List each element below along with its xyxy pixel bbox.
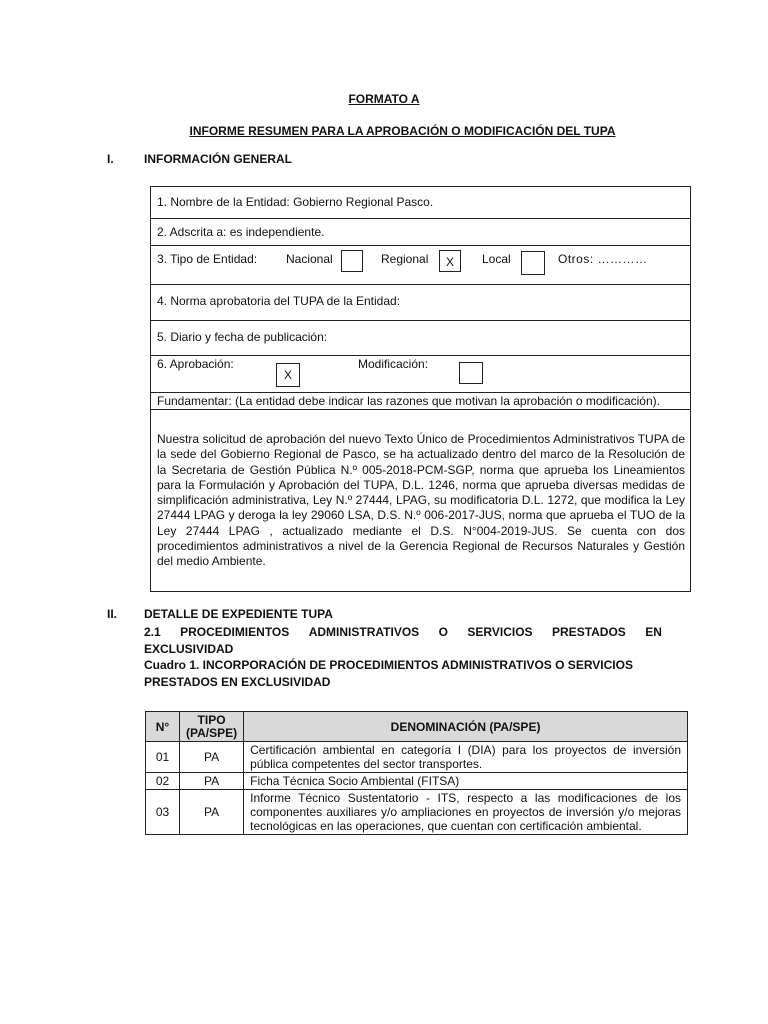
entity-type-label: 3. Tipo de Entidad: (157, 252, 258, 266)
local-checkbox[interactable] (521, 251, 545, 275)
header-num: N° (146, 712, 180, 742)
local-label: Local (482, 252, 511, 266)
subsection-word: ADMINISTRATIVOS (308, 625, 420, 639)
document-subtitle: INFORME RESUMEN PARA LA APROBACIÓN O MODIFICACIÓN DEL TUPA (189, 124, 616, 138)
table-header-row (146, 712, 688, 742)
diario-fecha: 5. Diario y fecha de publicación: (157, 330, 328, 344)
subsection-word: PRESTADOS (552, 625, 626, 639)
subsection-word: PROCEDIMIENTOS (180, 625, 290, 639)
norma-aprobatoria: 4. Norma aprobatoria del TUPA de la Entidad: (157, 294, 401, 308)
adscrita: 2. Adscrita a: es independiente. (157, 225, 325, 239)
subsection-word: 2.1 (144, 625, 161, 639)
fundamentar-instruction: Fundamentar: (La entidad debe indicar las razones que motivan la aprobación o modificación). (157, 394, 660, 408)
table-row (146, 790, 688, 835)
modificacion-label: Modificación: (358, 357, 429, 371)
row-num: 03 (146, 790, 180, 835)
aprobacion-label: 6. Aprobación: (157, 357, 234, 371)
row-num: 02 (146, 773, 180, 790)
cuadro-title-line1: Cuadro 1. INCORPORACIÓN DE PROCEDIMIENTOS ADMINISTRATIVOS O SERVICIOS (144, 658, 633, 672)
format-title: FORMATO A (348, 92, 420, 106)
row-tipo: PA (180, 773, 244, 790)
row-tipo: PA (180, 742, 244, 773)
subsection-word: EN (645, 625, 662, 639)
regional-label: Regional (381, 252, 429, 266)
table-row (146, 742, 688, 773)
otros-label: Otros: ………… (558, 252, 648, 266)
procedures-table (145, 711, 688, 835)
header-tipo: TIPO (PA/SPE) (180, 712, 244, 742)
nacional-label: Nacional (286, 252, 333, 266)
cuadro-title-line2: PRESTADOS EN EXCLUSIVIDAD (144, 675, 331, 689)
entity-name: 1. Nombre de la Entidad: Gobierno Regional Pasco. (157, 195, 434, 209)
row-divider (151, 355, 690, 356)
regional-checkbox[interactable]: X (439, 250, 461, 272)
row-denominacion: Certificación ambiental en categoría I (DIA) para los proyectos de inversión pública competentes del sector transportes. (244, 742, 688, 773)
row-divider (151, 320, 690, 321)
section2-title: DETALLE DE EXPEDIENTE TUPA (144, 607, 333, 621)
general-info-box (150, 186, 691, 592)
aprobacion-checkbox[interactable]: X (276, 363, 300, 387)
section1-title: INFORMACIÓN GENERAL (144, 152, 292, 166)
nacional-checkbox[interactable] (341, 250, 363, 272)
row-tipo: PA (180, 790, 244, 835)
row-num: 01 (146, 742, 180, 773)
subsection-word: O (438, 625, 448, 639)
row-divider (151, 392, 690, 393)
row-denominacion: Informe Técnico Sustentatorio - ITS, respecto a las modificaciones de los componentes auxiliares y/o ampliaciones en proyectos de inversión y/o mejoras tecnológicas en las operaciones, que cuentan con certificación ambiental. (244, 790, 688, 835)
subsection-heading (144, 625, 662, 639)
row-divider (151, 409, 690, 410)
row-divider (151, 218, 690, 219)
row-divider (151, 245, 690, 246)
row-divider (151, 284, 690, 285)
row-denominacion: Ficha Técnica Socio Ambiental (FITSA) (244, 773, 688, 790)
subsection-heading-line2: EXCLUSIVIDAD (144, 642, 234, 656)
section1-number: I. (107, 152, 114, 166)
justification-paragraph: Nuestra solicitud de aprobación del nuevo Texto Único de Procedimientos Administrativos TUPA de la sede del Gobierno Regional de Pasco, se ha actualizado dentro del marco de la Resolución de la Secretaria de Gestión Pública N.º 005-2018-PCM-SGP, norma que aprueba los Lineamientos para la Formulación y Aprobación del TUPA, D.L. 1246, norma que aprueba diversas medidas de simplificación administrativa, Ley N.º 27444, LPAG, su modificatoria D.L. 1272, que modifica la Ley 27444 LPAG y deroga la ley 29060 LSA, D.S. N.º 006-2017-JUS, norma que aprueba el TUO de la Ley 27444 LPAG , actualizado mediante el D.S. N°004-2019-JUS. Se cuenta con dos procedimientos administrativos a nivel de la Gerencia Regional de Recursos Naturales y Gestión del medio Ambiente. (157, 432, 685, 569)
header-denominacion: DENOMINACIÓN (PA/SPE) (244, 712, 688, 742)
modificacion-checkbox[interactable] (459, 362, 483, 384)
subsection-word: SERVICIOS (467, 625, 533, 639)
section2-number: II. (107, 607, 118, 621)
table-row (146, 773, 688, 790)
